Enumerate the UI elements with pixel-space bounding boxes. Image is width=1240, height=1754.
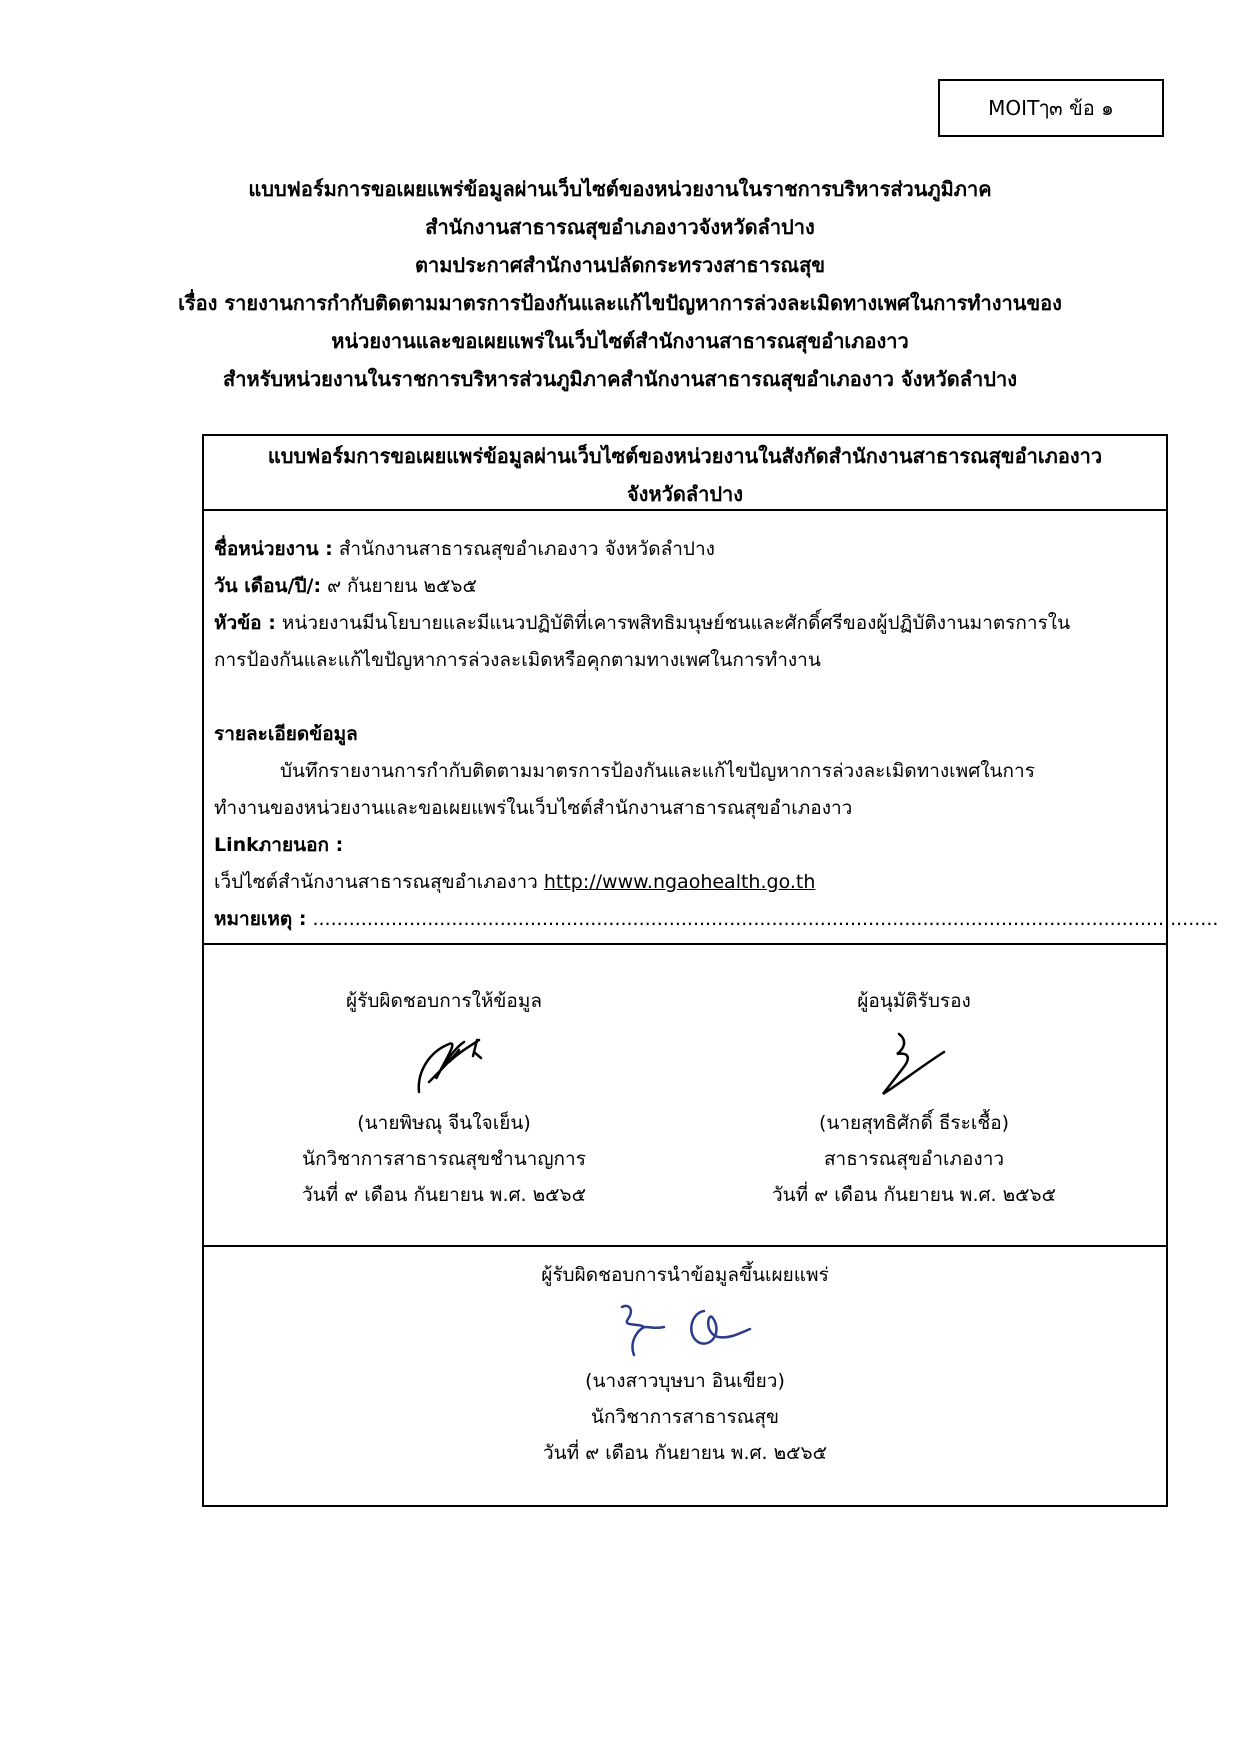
publisher-signature-image xyxy=(204,1293,1166,1363)
details-line-2: ทำงานของหน่วยงานและขอเผยแพร่ในเว็บไซต์สำนักงานสาธารณสุขอำเภองาว xyxy=(214,797,853,819)
date-label: วัน เดือน/ปี/: xyxy=(214,575,322,597)
remark-line xyxy=(214,901,1219,938)
document-reference-box xyxy=(938,79,1164,137)
provider-signature-image xyxy=(224,1019,664,1105)
approver-signature-image xyxy=(694,1019,1134,1105)
topic-label: หัวข้อ : xyxy=(214,612,276,634)
date-value: ๙ กันยายน ๒๕๖๕ xyxy=(321,575,477,597)
publisher-position: นักวิชาการสาธารณสุข xyxy=(590,1406,780,1428)
link-prefix: เว็ปไซต์สำนักงานสาธารณสุขอำเภองาว xyxy=(214,871,544,893)
approver-role: ผู้อนุมัติรับรอง xyxy=(857,990,971,1012)
publication-form-table xyxy=(202,434,1219,1507)
approver-position: สาธารณสุขอำเภองาว xyxy=(823,1148,1005,1170)
provider-name: (นายพิษณุ จีนใจเย็น) xyxy=(357,1112,531,1134)
agency-value: สำนักงานสาธารณสุขอำเภองาว จังหวัดลำปาง xyxy=(332,538,715,560)
signature-block-approver xyxy=(694,983,1134,1213)
topic-line-2: การป้องกันและแก้ไขปัญหาการล่วงละเมิดหรือคุกตามทางเพศในการทำงาน xyxy=(214,649,821,671)
details-line-1: บันทึกรายงานการกำกับติดตามมาตรการป้องกันและแก้ไขปัญหาการล่วงละเมิดทางเพศในการ xyxy=(280,760,1035,782)
signature-block-provider xyxy=(224,983,664,1213)
provider-position: นักวิชาการสาธารณสุขชำนาญการ xyxy=(302,1148,586,1170)
approver-date: วันที่ ๙ เดือน กันยายน พ.ศ. ๒๕๖๕ xyxy=(772,1184,1056,1206)
agency-line xyxy=(214,531,1156,568)
agency-label: ชื่อหน่วยงาน : xyxy=(214,538,333,560)
document-reference-code: MOITๅ๓ ข้อ ๑ xyxy=(988,96,1114,120)
form-title-line-1: แบบฟอร์มการขอเผยแพร่ข้อมูลผ่านเว็บไซต์ของหน่วยงานในสังกัดสำนักงานสาธารณสุขอำเภองาว xyxy=(267,444,1103,468)
header-line-3: ตามประกาศสำนักงานปลัดกระทรวงสาธารณสุข xyxy=(414,253,825,277)
topic-value-1: หน่วยงานมีนโยบายและมีแนวปฏิบัติที่เคารพสิทธิมนุษย์ชนและศักดิ์ศรีของผู้ปฏิบัติงานมาตรการใน xyxy=(275,612,1071,634)
header-line-2: สำนักงานสาธารณสุขอำเภองาวจังหวัดลำปาง xyxy=(425,215,815,239)
date-line xyxy=(214,568,1156,605)
form-title-line-2: จังหวัดลำปาง xyxy=(626,482,744,506)
header-line-1: แบบฟอร์มการขอเผยแพร่ข้อมูลผ่านเว็บไซต์ของหน่วยงานในราชการบริหารส่วนภูมิภาค xyxy=(248,177,992,201)
topic-line-1 xyxy=(214,605,1156,642)
publisher-date: วันที่ ๙ เดือน กันยายน พ.ศ. ๒๕๖๕ xyxy=(543,1442,827,1464)
document-header xyxy=(0,170,1240,398)
form-title-row xyxy=(204,436,1166,511)
publisher-name: (นางสาวบุษบา อินเขียว) xyxy=(585,1370,785,1392)
link-label: Linkภายนอก : xyxy=(214,834,344,856)
provider-role: ผู้รับผิดชอบการให้ข้อมูล xyxy=(346,990,542,1012)
form-info-row xyxy=(204,511,1219,945)
spacer-line xyxy=(214,679,1156,716)
link-line xyxy=(214,864,1156,901)
header-line-4: เรื่อง รายงานการกำกับติดตามมาตรการป้องกันและแก้ไขปัญหาการล่วงละเมิดทางเพศในการทำงานของ xyxy=(178,291,1062,315)
signature-row xyxy=(204,945,1166,1247)
details-label: รายละเอียดข้อมูล xyxy=(214,723,358,745)
remark-label: หมายเหตุ : xyxy=(214,908,307,930)
form-info-content xyxy=(214,531,1219,938)
header-line-6: สำหรับหน่วยงานในราชการบริหารส่วนภูมิภาคสำนักงานสาธารณสุขอำเภองาว จังหวัดลำปาง xyxy=(223,367,1017,391)
publisher-role: ผู้รับผิดชอบการนำข้อมูลขึ้นเผยแพร่ xyxy=(541,1264,829,1286)
provider-date: วันที่ ๙ เดือน กันยายน พ.ศ. ๒๕๖๕ xyxy=(302,1184,586,1206)
header-line-5: หน่วยงานและขอเผยแพร่ในเว็บไซต์สำนักงานสาธารณสุขอำเภองาว xyxy=(331,329,909,353)
website-link[interactable]: http://www.ngaohealth.go.th xyxy=(543,871,816,893)
approver-name: (นายสุทธิศักดิ์ ธีระเชื้อ) xyxy=(818,1112,1010,1134)
signature-block-publisher xyxy=(204,1257,1166,1471)
remark-value: ...................................................................................................................................................... xyxy=(306,908,1219,930)
publisher-row xyxy=(204,1247,1166,1507)
